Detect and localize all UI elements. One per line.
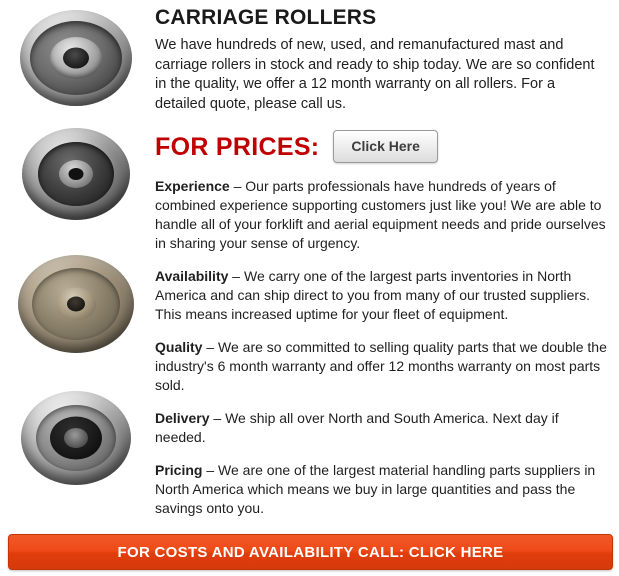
- roller-bore-icon: [69, 168, 84, 180]
- feature-dash: –: [202, 462, 219, 478]
- roller-image-4: [8, 382, 144, 494]
- roller-image-1: [8, 2, 144, 114]
- feature-dash: –: [209, 410, 226, 426]
- cta-label: FOR COSTS AND AVAILABILITY CALL: CLICK HERE: [117, 543, 504, 561]
- feature-body: Our parts professionals have hundreds of years of combined experience supporting customers just like you! We are able to handle all of your forklift and aerial equipment needs and pride ourselves in sharing your sense of urgency.: [155, 178, 606, 251]
- content-column: [155, 6, 607, 532]
- roller-bore-icon: [63, 48, 89, 69]
- feature-item: [155, 267, 607, 324]
- feature-item: [155, 338, 607, 395]
- roller-bore-icon: [64, 428, 88, 448]
- prices-row: [155, 130, 607, 163]
- feature-heading: Experience: [155, 178, 230, 194]
- feature-body: We are so committed to selling quality parts that we double the industry's 6 month warranty and offer 12 months warranty on most parts sold.: [155, 339, 607, 393]
- click-here-button[interactable]: Click Here: [333, 130, 437, 163]
- costs-availability-cta-button[interactable]: [8, 534, 613, 570]
- roller-bore-icon: [67, 297, 85, 312]
- for-prices-label: FOR PRICES:: [155, 132, 320, 161]
- feature-dash: –: [228, 268, 244, 284]
- feature-body: We ship all over North and South America. Next day if needed.: [155, 410, 559, 445]
- product-image-column: [0, 0, 152, 530]
- roller-image-2: [8, 118, 144, 230]
- feature-body: We are one of the largest material handling parts suppliers in North America which means we buy in large quantities and pass the savings onto you.: [155, 462, 596, 516]
- roller-image-3: [8, 248, 144, 360]
- feature-heading: Pricing: [155, 462, 203, 478]
- feature-item: [155, 461, 607, 518]
- feature-dash: –: [229, 178, 246, 194]
- feature-item: [155, 409, 607, 447]
- feature-body: We carry one of the largest parts inventories in North America and can ship direct to you from many of our trusted suppliers. This means increased uptime for your fleet of equipment.: [155, 268, 590, 322]
- feature-heading: Availability: [155, 268, 229, 284]
- intro-paragraph: We have hundreds of new, used, and remanufactured mast and carriage rollers in stock and ready to ship today. We are so confident in the quality, we offer a 12 month warranty on all rollers. For a detailed quote, please call us.: [155, 37, 595, 112]
- feature-dash: –: [202, 339, 219, 355]
- feature-heading: Quality: [155, 339, 203, 355]
- feature-heading: Delivery: [155, 410, 210, 426]
- feature-item: [155, 177, 607, 253]
- page-title: CARRIAGE ROLLERS: [155, 6, 377, 29]
